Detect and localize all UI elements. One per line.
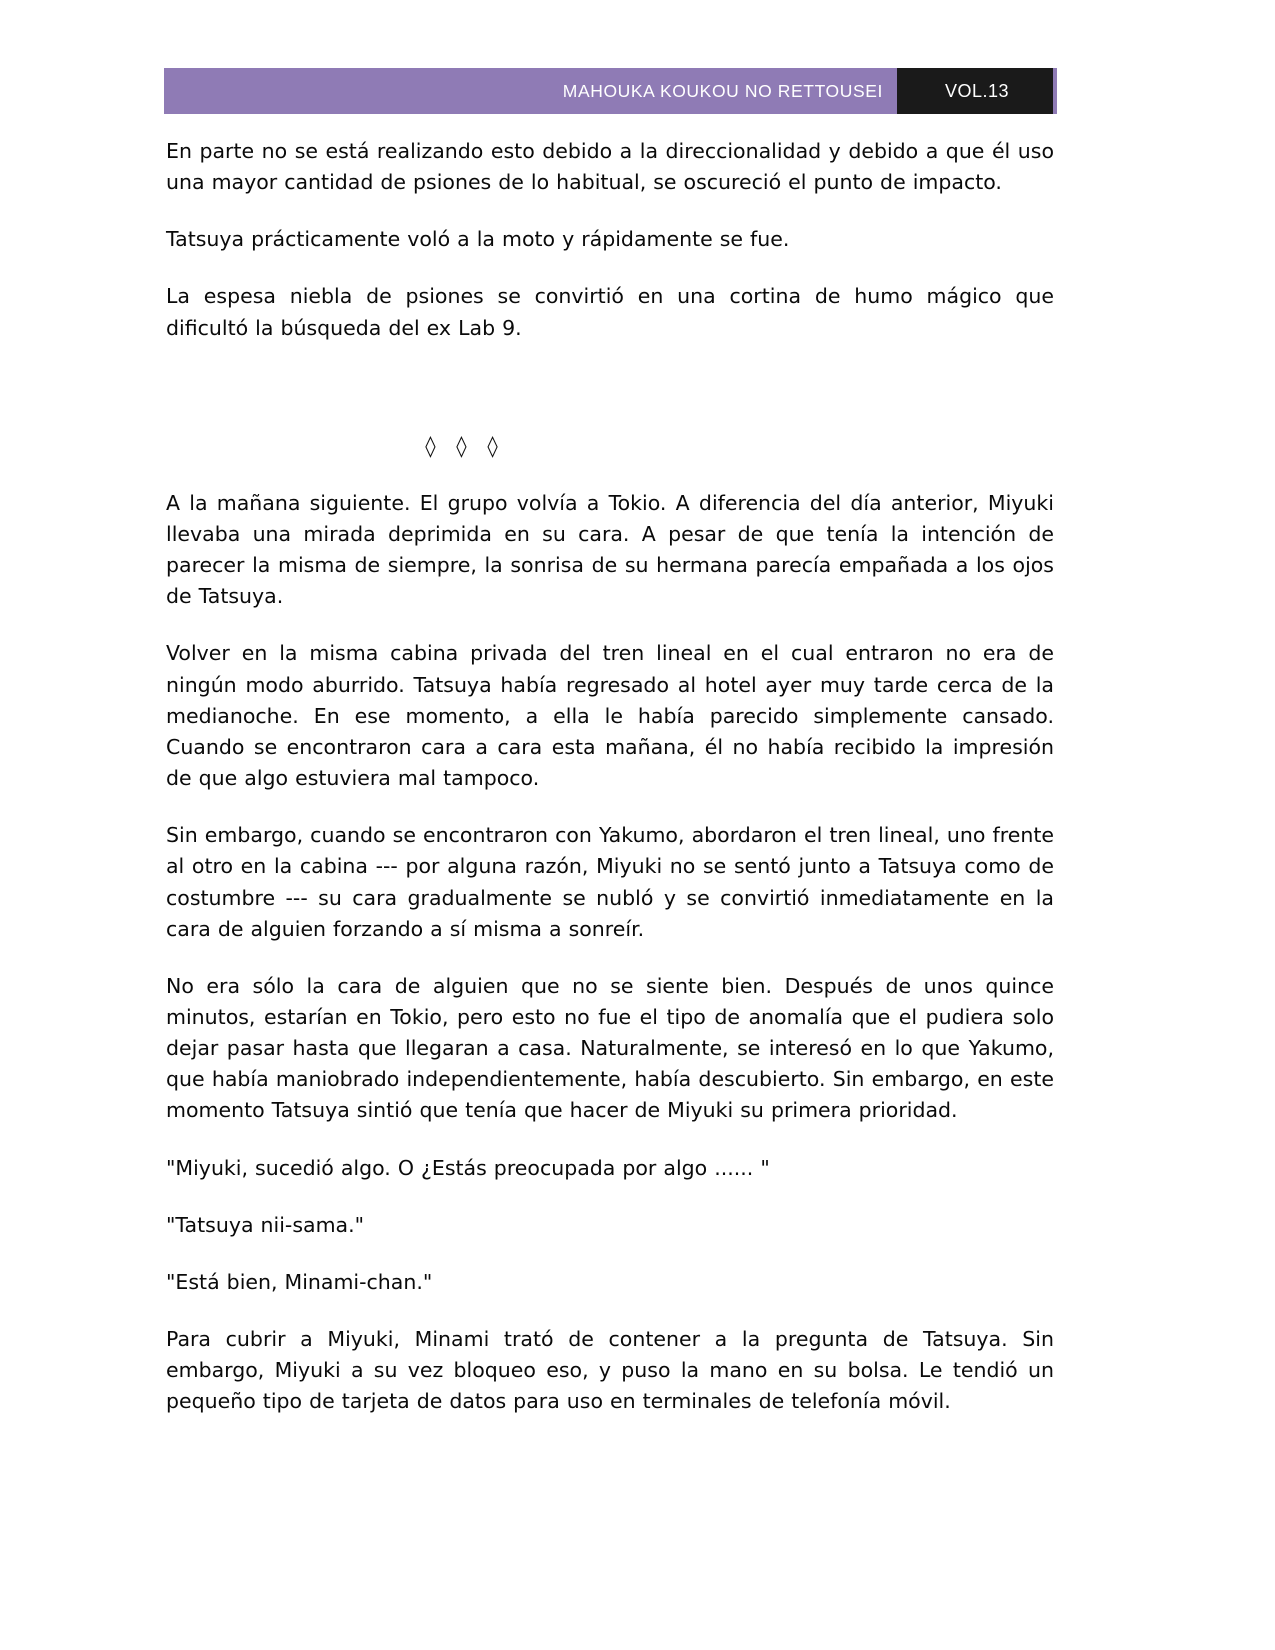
paragraph: A la mañana siguiente. El grupo volvía a Tokio. A diferencia del día anterior, Miyuki llevaba una mirada deprimida en su cara. A pesar de que tenía la intención de parecer la misma de siempre, la sonrisa de su hermana parecía empañada a los ojos de Tatsuya. bbox=[166, 490, 1054, 609]
scene-divider: ◊ ◊ ◊ bbox=[425, 433, 505, 458]
volume-label: VOL.13 bbox=[944, 80, 1010, 101]
dialogue-line: "Miyuki, sucedió algo. O ¿Estás preocupada por algo ...... " bbox=[166, 1155, 770, 1180]
paragraph: Tatsuya prácticamente voló a la moto y rápidamente se fue. bbox=[166, 227, 790, 252]
header-title-band bbox=[164, 68, 897, 114]
series-title: MAHOUKA KOUKOU NO RETTOUSEI bbox=[562, 80, 883, 101]
header-volume-band bbox=[897, 68, 1057, 114]
dialogue-line: "Está bien, Minami-chan." bbox=[166, 1269, 433, 1294]
paragraph: Sin embargo, cuando se encontraron con Yakumo, abordaron el tren lineal, uno frente al otro en la cabina --- por alguna razón, Miyuki no se sentó junto a Tatsuya como de costumbre --- su cara gradualmente se nubló y se convirtió inmediatamente en la cara de alguien forzando a sí misma a sonreír. bbox=[166, 823, 1054, 941]
paragraph: No era sólo la cara de alguien que no se siente bien. Después de unos quince minutos, estarían en Tokio, pero esto no fue el tipo de anomalía que el pudiera solo dejar pasar hasta que llegaran a casa. Naturalmente, se interesó en lo que Yakumo, que había maniobrado independientemente, había descubierto. Sin embargo, en este momento Tatsuya sintió que tenía que hacer de Miyuki su primera prioridad. bbox=[166, 973, 1054, 1123]
paragraph: La espesa niebla de psiones se convirtió en una cortina de humo mágico que dificultó la búsqueda del ex Lab 9. bbox=[166, 284, 1054, 340]
page-header bbox=[164, 68, 1057, 114]
paragraph: En parte no se está realizando esto debido a la direccionalidad y debido a que él uso una mayor cantidad de psiones de lo habitual, se oscureció el punto de impacto. bbox=[166, 139, 1054, 195]
document-body bbox=[166, 136, 1054, 1418]
paragraph: Volver en la misma cabina privada del tren lineal en el cual entraron no era de ningún modo aburrido. Tatsuya había regresado al hotel ayer muy tarde cerca de la medianoche. En ese momento, a ella le había parecido simplemente cansado. Cuando se encontraron cara a cara esta mañana, él no había recibido la impresión de que algo estuviera mal tampoco. bbox=[166, 641, 1054, 791]
paragraph: Para cubrir a Miyuki, Minami trató de contener a la pregunta de Tatsuya. Sin embargo, Miyuki a su vez bloqueo eso, y puso la mano en su bolsa. Le tendió un pequeño tipo de tarjeta de datos para uso en terminales de telefonía móvil. bbox=[166, 1327, 1054, 1414]
dialogue-line: "Tatsuya nii-sama." bbox=[166, 1212, 365, 1237]
section-spacer bbox=[166, 370, 1054, 434]
